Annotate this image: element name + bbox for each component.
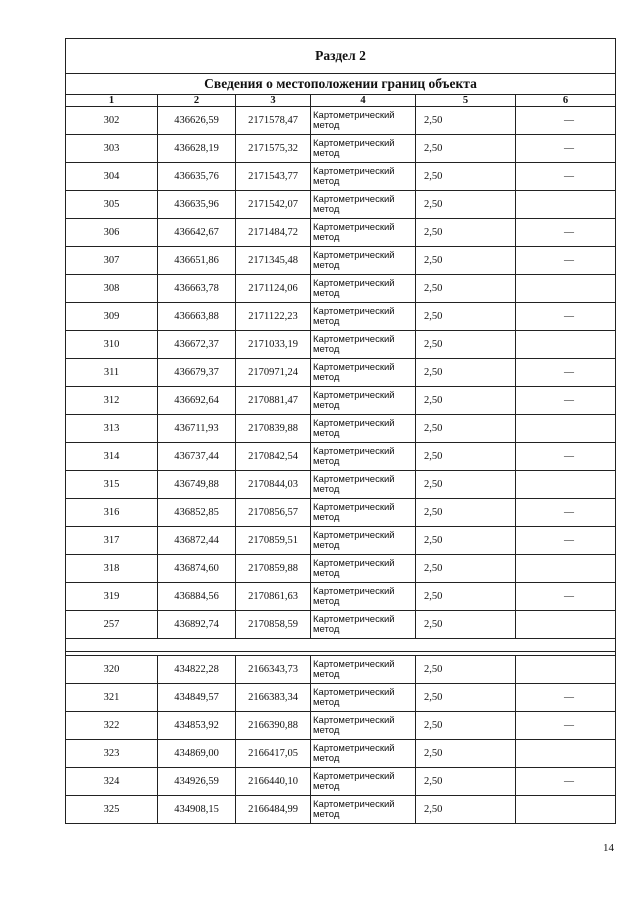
- coord-y: 2170971,24: [236, 359, 311, 387]
- accuracy-cell: 2,50: [416, 163, 516, 191]
- coord-y: 2171575,32: [236, 135, 311, 163]
- table-row: [66, 712, 616, 740]
- point-number: 311: [66, 359, 158, 387]
- accuracy-cell: 2,50: [416, 443, 516, 471]
- coord-y: 2166343,73: [236, 656, 311, 684]
- method-cell: Картометрический метод: [311, 107, 416, 135]
- method-cell: Картометрический метод: [311, 740, 416, 768]
- method-cell: Картометрический метод: [311, 768, 416, 796]
- column-number-row: [66, 95, 616, 107]
- table-row: [66, 740, 616, 768]
- accuracy-cell: 2,50: [416, 359, 516, 387]
- accuracy-cell: 2,50: [416, 135, 516, 163]
- description-cell: —: [516, 303, 616, 331]
- coord-x: 434822,28: [158, 656, 236, 684]
- method-cell: Картометрический метод: [311, 443, 416, 471]
- coord-x: 436692,64: [158, 387, 236, 415]
- table-row: [66, 415, 616, 443]
- coord-x: 436874,60: [158, 555, 236, 583]
- method-cell: Картометрический метод: [311, 219, 416, 247]
- coord-x: 436852,85: [158, 499, 236, 527]
- point-number: 315: [66, 471, 158, 499]
- description-cell: —: [516, 499, 616, 527]
- coord-x: 436872,44: [158, 527, 236, 555]
- description-cell: —: [516, 443, 616, 471]
- table-row: [66, 303, 616, 331]
- point-number: 308: [66, 275, 158, 303]
- coord-x: 436626,59: [158, 107, 236, 135]
- point-number: 323: [66, 740, 158, 768]
- table-row: [66, 499, 616, 527]
- coord-x: 436892,74: [158, 611, 236, 639]
- description-cell: —: [516, 583, 616, 611]
- point-number: 322: [66, 712, 158, 740]
- coord-y: 2171543,77: [236, 163, 311, 191]
- table-row: [66, 443, 616, 471]
- accuracy-cell: 2,50: [416, 583, 516, 611]
- method-cell: Картометрический метод: [311, 684, 416, 712]
- description-cell: —: [516, 247, 616, 275]
- table-row: [66, 163, 616, 191]
- coord-x: 436884,56: [158, 583, 236, 611]
- coord-y: 2171345,48: [236, 247, 311, 275]
- coord-y: 2171578,47: [236, 107, 311, 135]
- empty-cell: [66, 639, 616, 652]
- description-cell: —: [516, 107, 616, 135]
- accuracy-cell: 2,50: [416, 740, 516, 768]
- method-cell: Картометрический метод: [311, 796, 416, 824]
- coord-x: 436651,86: [158, 247, 236, 275]
- table-row: [66, 275, 616, 303]
- point-number: 325: [66, 796, 158, 824]
- column-number: 3: [236, 95, 311, 107]
- accuracy-cell: 2,50: [416, 471, 516, 499]
- description-cell: [516, 740, 616, 768]
- description-cell: [516, 275, 616, 303]
- coord-x: 436663,88: [158, 303, 236, 331]
- description-cell: —: [516, 387, 616, 415]
- method-cell: Картометрический метод: [311, 359, 416, 387]
- description-cell: —: [516, 359, 616, 387]
- point-number: 319: [66, 583, 158, 611]
- point-number: 302: [66, 107, 158, 135]
- accuracy-cell: 2,50: [416, 712, 516, 740]
- point-number: 324: [66, 768, 158, 796]
- coord-y: 2166440,10: [236, 768, 311, 796]
- table-row: [66, 555, 616, 583]
- point-number: 321: [66, 684, 158, 712]
- coord-y: 2166484,99: [236, 796, 311, 824]
- description-cell: —: [516, 163, 616, 191]
- coord-x: 436642,67: [158, 219, 236, 247]
- accuracy-cell: 2,50: [416, 303, 516, 331]
- method-cell: Картометрический метод: [311, 247, 416, 275]
- point-number: 303: [66, 135, 158, 163]
- description-cell: [516, 415, 616, 443]
- description-cell: —: [516, 712, 616, 740]
- accuracy-cell: 2,50: [416, 527, 516, 555]
- page-number: 14: [603, 842, 614, 854]
- coord-y: 2170858,59: [236, 611, 311, 639]
- method-cell: Картометрический метод: [311, 415, 416, 443]
- method-cell: Картометрический метод: [311, 135, 416, 163]
- accuracy-cell: 2,50: [416, 387, 516, 415]
- table-row: [66, 247, 616, 275]
- method-cell: Картометрический метод: [311, 163, 416, 191]
- coord-y: 2166383,34: [236, 684, 311, 712]
- table-row: [66, 611, 616, 639]
- coord-y: 2171542,07: [236, 191, 311, 219]
- accuracy-cell: 2,50: [416, 611, 516, 639]
- method-cell: Картометрический метод: [311, 499, 416, 527]
- point-number: 306: [66, 219, 158, 247]
- method-cell: Картометрический метод: [311, 387, 416, 415]
- table-row: [66, 359, 616, 387]
- coord-y: 2170881,47: [236, 387, 311, 415]
- coord-y: 2170842,54: [236, 443, 311, 471]
- table-row: [66, 331, 616, 359]
- table-row: [66, 684, 616, 712]
- accuracy-cell: 2,50: [416, 219, 516, 247]
- section-subtitle-row: [66, 74, 616, 95]
- point-number: 304: [66, 163, 158, 191]
- method-cell: Картометрический метод: [311, 471, 416, 499]
- point-number: 307: [66, 247, 158, 275]
- section-title-row: [66, 39, 616, 74]
- accuracy-cell: 2,50: [416, 768, 516, 796]
- section-title: Раздел 2: [66, 39, 616, 74]
- document-sheet: [65, 38, 615, 824]
- point-number: 312: [66, 387, 158, 415]
- method-cell: Картометрический метод: [311, 303, 416, 331]
- coord-y: 2171484,72: [236, 219, 311, 247]
- table-row: [66, 583, 616, 611]
- coord-y: 2171033,19: [236, 331, 311, 359]
- coord-x: 436663,78: [158, 275, 236, 303]
- accuracy-cell: 2,50: [416, 247, 516, 275]
- boundary-table: [65, 38, 616, 824]
- table-row: [66, 135, 616, 163]
- coord-x: 436679,37: [158, 359, 236, 387]
- coord-x: 436635,96: [158, 191, 236, 219]
- point-number: 317: [66, 527, 158, 555]
- point-number: 313: [66, 415, 158, 443]
- coord-x: 434908,15: [158, 796, 236, 824]
- accuracy-cell: 2,50: [416, 107, 516, 135]
- coord-y: 2170859,51: [236, 527, 311, 555]
- point-number: 257: [66, 611, 158, 639]
- method-cell: Картометрический метод: [311, 712, 416, 740]
- description-cell: —: [516, 219, 616, 247]
- point-number: 316: [66, 499, 158, 527]
- accuracy-cell: 2,50: [416, 191, 516, 219]
- table-row: [66, 191, 616, 219]
- column-number: 6: [516, 95, 616, 107]
- description-cell: —: [516, 768, 616, 796]
- method-cell: Картометрический метод: [311, 611, 416, 639]
- coord-x: 436672,37: [158, 331, 236, 359]
- description-cell: [516, 656, 616, 684]
- coord-y: 2170859,88: [236, 555, 311, 583]
- point-number: 310: [66, 331, 158, 359]
- coord-x: 434853,92: [158, 712, 236, 740]
- column-number: 1: [66, 95, 158, 107]
- point-number: 320: [66, 656, 158, 684]
- description-cell: [516, 611, 616, 639]
- coord-x: 436737,44: [158, 443, 236, 471]
- description-cell: [516, 555, 616, 583]
- table-row: [66, 219, 616, 247]
- column-number: 4: [311, 95, 416, 107]
- coord-y: 2166390,88: [236, 712, 311, 740]
- accuracy-cell: 2,50: [416, 656, 516, 684]
- method-cell: Картометрический метод: [311, 656, 416, 684]
- coord-x: 434926,59: [158, 768, 236, 796]
- description-cell: [516, 796, 616, 824]
- description-cell: [516, 471, 616, 499]
- description-cell: [516, 191, 616, 219]
- point-number: 318: [66, 555, 158, 583]
- coord-y: 2170861,63: [236, 583, 311, 611]
- coord-x: 436628,19: [158, 135, 236, 163]
- table-row: [66, 656, 616, 684]
- coord-x: 436711,93: [158, 415, 236, 443]
- coord-y: 2170839,88: [236, 415, 311, 443]
- accuracy-cell: 2,50: [416, 415, 516, 443]
- method-cell: Картометрический метод: [311, 191, 416, 219]
- coord-x: 434869,00: [158, 740, 236, 768]
- coord-y: 2170856,57: [236, 499, 311, 527]
- coord-x: 436749,88: [158, 471, 236, 499]
- description-cell: —: [516, 527, 616, 555]
- method-cell: Картометрический метод: [311, 331, 416, 359]
- accuracy-cell: 2,50: [416, 796, 516, 824]
- column-number: 2: [158, 95, 236, 107]
- method-cell: Картометрический метод: [311, 555, 416, 583]
- accuracy-cell: 2,50: [416, 555, 516, 583]
- accuracy-cell: 2,50: [416, 331, 516, 359]
- point-number: 309: [66, 303, 158, 331]
- coord-y: 2171124,06: [236, 275, 311, 303]
- group-separator-row: [66, 639, 616, 652]
- description-cell: [516, 331, 616, 359]
- coord-y: 2166417,05: [236, 740, 311, 768]
- section-subtitle: Сведения о местоположении границ объекта: [66, 74, 616, 95]
- description-cell: —: [516, 135, 616, 163]
- table-row: [66, 768, 616, 796]
- method-cell: Картометрический метод: [311, 527, 416, 555]
- point-number: 305: [66, 191, 158, 219]
- table-row: [66, 527, 616, 555]
- table-row: [66, 471, 616, 499]
- accuracy-cell: 2,50: [416, 275, 516, 303]
- coord-x: 436635,76: [158, 163, 236, 191]
- table-row: [66, 387, 616, 415]
- column-number: 5: [416, 95, 516, 107]
- accuracy-cell: 2,50: [416, 684, 516, 712]
- table-row: [66, 107, 616, 135]
- coord-x: 434849,57: [158, 684, 236, 712]
- coord-y: 2170844,03: [236, 471, 311, 499]
- point-number: 314: [66, 443, 158, 471]
- method-cell: Картометрический метод: [311, 583, 416, 611]
- description-cell: —: [516, 684, 616, 712]
- coord-y: 2171122,23: [236, 303, 311, 331]
- table-row: [66, 796, 616, 824]
- accuracy-cell: 2,50: [416, 499, 516, 527]
- method-cell: Картометрический метод: [311, 275, 416, 303]
